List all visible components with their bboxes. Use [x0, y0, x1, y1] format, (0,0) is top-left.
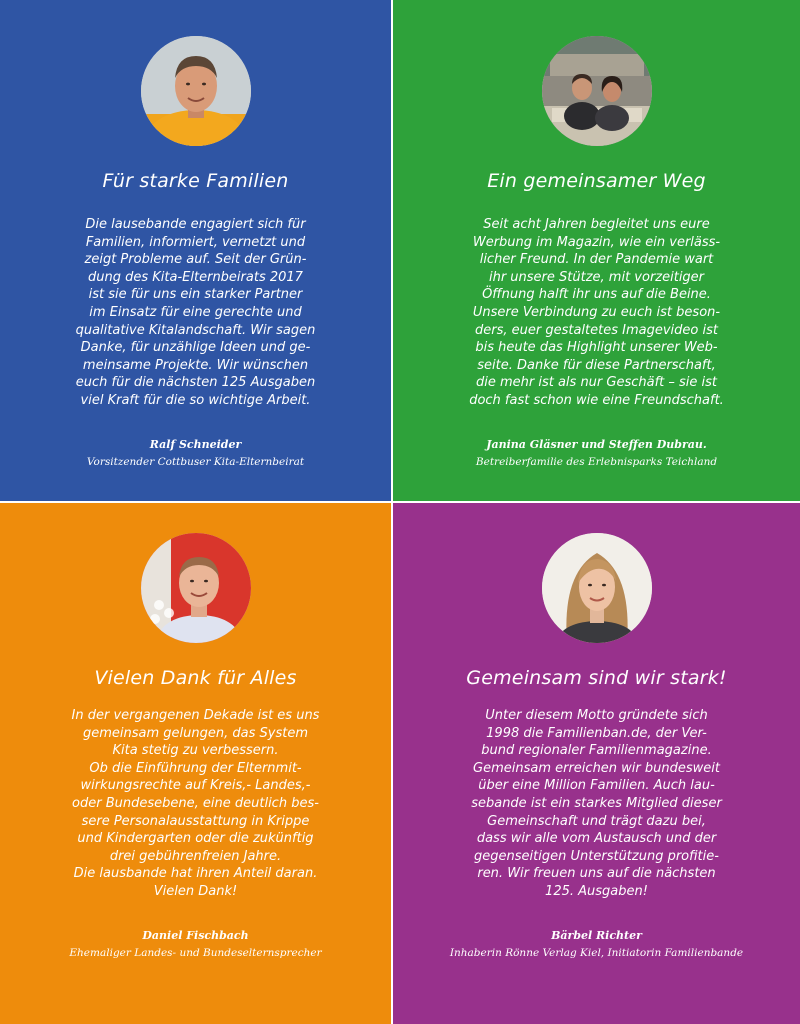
body-line: oder Bundesebene, eine deutlich bes-: [72, 795, 319, 811]
body-line: doch fast schon wie eine Freundschaft.: [469, 392, 724, 408]
body-line: Gemeinsam erreichen wir bundesweit: [473, 760, 720, 776]
body-line: im Einsatz für eine gerechte und: [89, 304, 302, 320]
body-line: wirkungsrechte auf Kreis,- Landes,-: [80, 778, 311, 794]
author-role: Ehemaliger Landes- und Bundeselternsprecher: [69, 946, 322, 959]
author-name: Janina Gläsner und Steffen Dubrau.: [486, 437, 707, 451]
author-name: Daniel Fischbach: [142, 928, 249, 942]
panel-vielen-dank: [0, 503, 391, 1024]
body-line: Danke, für unzählige Ideen und ge-: [80, 340, 311, 356]
body-line: dass wir alle vom Austausch und der: [476, 831, 717, 847]
body-line: über eine Million Familien. Auch lau-: [478, 778, 715, 794]
body-line: Unsere Verbindung zu euch ist beson-: [472, 304, 721, 320]
panel-title: Für starke Familien: [102, 170, 289, 192]
body-line: Werbung im Magazin, wie ein verläss-: [472, 234, 721, 250]
body-line: ders, euer gestaltetes Imagevideo ist: [475, 322, 718, 338]
body-line: sebande ist ein starkes Mitglied dieser: [471, 795, 722, 811]
author-name: Bärbel Richter: [551, 928, 642, 942]
body-line: bund regionaler Familienmagazine.: [481, 743, 712, 759]
panel-body: [72, 707, 320, 901]
body-line: Seit acht Jahren begleitet uns eure: [483, 217, 710, 232]
body-line: gemeinsam gelungen, das System: [82, 725, 308, 741]
body-line: die mehr ist als nur Geschäft – sie ist: [475, 375, 718, 391]
body-line: 125. Ausgaben!: [545, 883, 648, 899]
body-line: Gemeinschaft und trägt dazu bei,: [487, 813, 706, 829]
panel-title: Ein gemeinsamer Weg: [487, 170, 706, 192]
portrait-photo: [542, 36, 652, 146]
body-line: ist sie für uns ein starker Partner: [88, 287, 303, 303]
panel-title: Gemeinsam sind wir stark!: [466, 667, 727, 689]
body-line: qualitative Kitalandschaft. Wir sagen: [75, 322, 316, 338]
body-line: Ob die Einführung der Elternmit-: [89, 760, 302, 776]
body-line: sere Personalausstattung in Krippe: [81, 813, 310, 829]
body-line: Die lausebande engagiert sich für: [85, 217, 306, 232]
panel-gemeinsamer-weg: [393, 0, 800, 501]
body-line: ren. Wir freuen uns auf die nächsten: [477, 866, 716, 882]
body-line: licher Freund. In der Pandemie wart: [479, 252, 714, 268]
panel-body: [469, 216, 724, 410]
body-line: bis heute das Highlight unserer Web-: [475, 340, 718, 356]
body-line: Vielen Dank!: [153, 883, 238, 899]
body-line: Unter diesem Motto gründete sich: [485, 708, 708, 723]
avatar-baerbel-richter: [542, 533, 652, 643]
body-line: Die lausbande hat ihren Anteil daran.: [73, 866, 318, 882]
panel-gemeinsam-stark: [393, 503, 800, 1024]
body-line: euch für die nächsten 125 Ausgaben: [75, 375, 316, 391]
avatar-glaesner-dubrau: [542, 36, 652, 146]
portrait-photo: [542, 533, 652, 643]
author-role: Vorsitzender Cottbuser Kita-Elternbeirat: [86, 455, 305, 468]
body-line: gegenseitigen Unterstützung profitie-: [474, 848, 719, 864]
author-name: Ralf Schneider: [149, 437, 242, 451]
panel-title: Vielen Dank für Alles: [94, 667, 297, 689]
avatar-daniel-fischbach: [141, 533, 251, 643]
panel-starke-familien: [0, 0, 391, 501]
portrait-photo: [141, 533, 251, 643]
body-line: Kita stetig zu verbessern.: [112, 743, 279, 759]
panel-body: [76, 216, 316, 410]
body-line: viel Kraft für die so wichtige Arbeit.: [80, 392, 311, 408]
panel-body: [471, 707, 722, 901]
body-line: In der vergangenen Dekade ist es uns: [71, 708, 320, 723]
author-role: Betreiberfamilie des Erlebnisparks Teichland: [475, 455, 718, 468]
author-role: Inhaberin Rönne Verlag Kiel, Initiatorin Familienbande: [449, 946, 744, 959]
portrait-photo: [141, 36, 251, 146]
body-line: und Kindergarten oder die zukünftig: [77, 831, 314, 847]
body-line: meinsame Projekte. Wir wünschen: [82, 357, 309, 373]
body-line: drei gebührenfreien Jahre.: [109, 848, 282, 864]
body-line: dung des Kita-Elternbeirats 2017: [88, 269, 303, 285]
body-line: zeigt Probleme auf. Seit der Grün-: [84, 252, 307, 268]
body-line: Öffnung halft ihr uns auf die Beine.: [482, 287, 711, 303]
body-line: Familien, informiert, vernetzt und: [85, 234, 306, 250]
body-line: seite. Danke für diese Partnerschaft,: [477, 357, 716, 373]
body-line: ihr unsere Stütze, mit vorzeitiger: [488, 269, 705, 285]
avatar-ralf-schneider: [141, 36, 251, 146]
body-line: 1998 die Familienban.de, der Ver-: [486, 725, 707, 741]
